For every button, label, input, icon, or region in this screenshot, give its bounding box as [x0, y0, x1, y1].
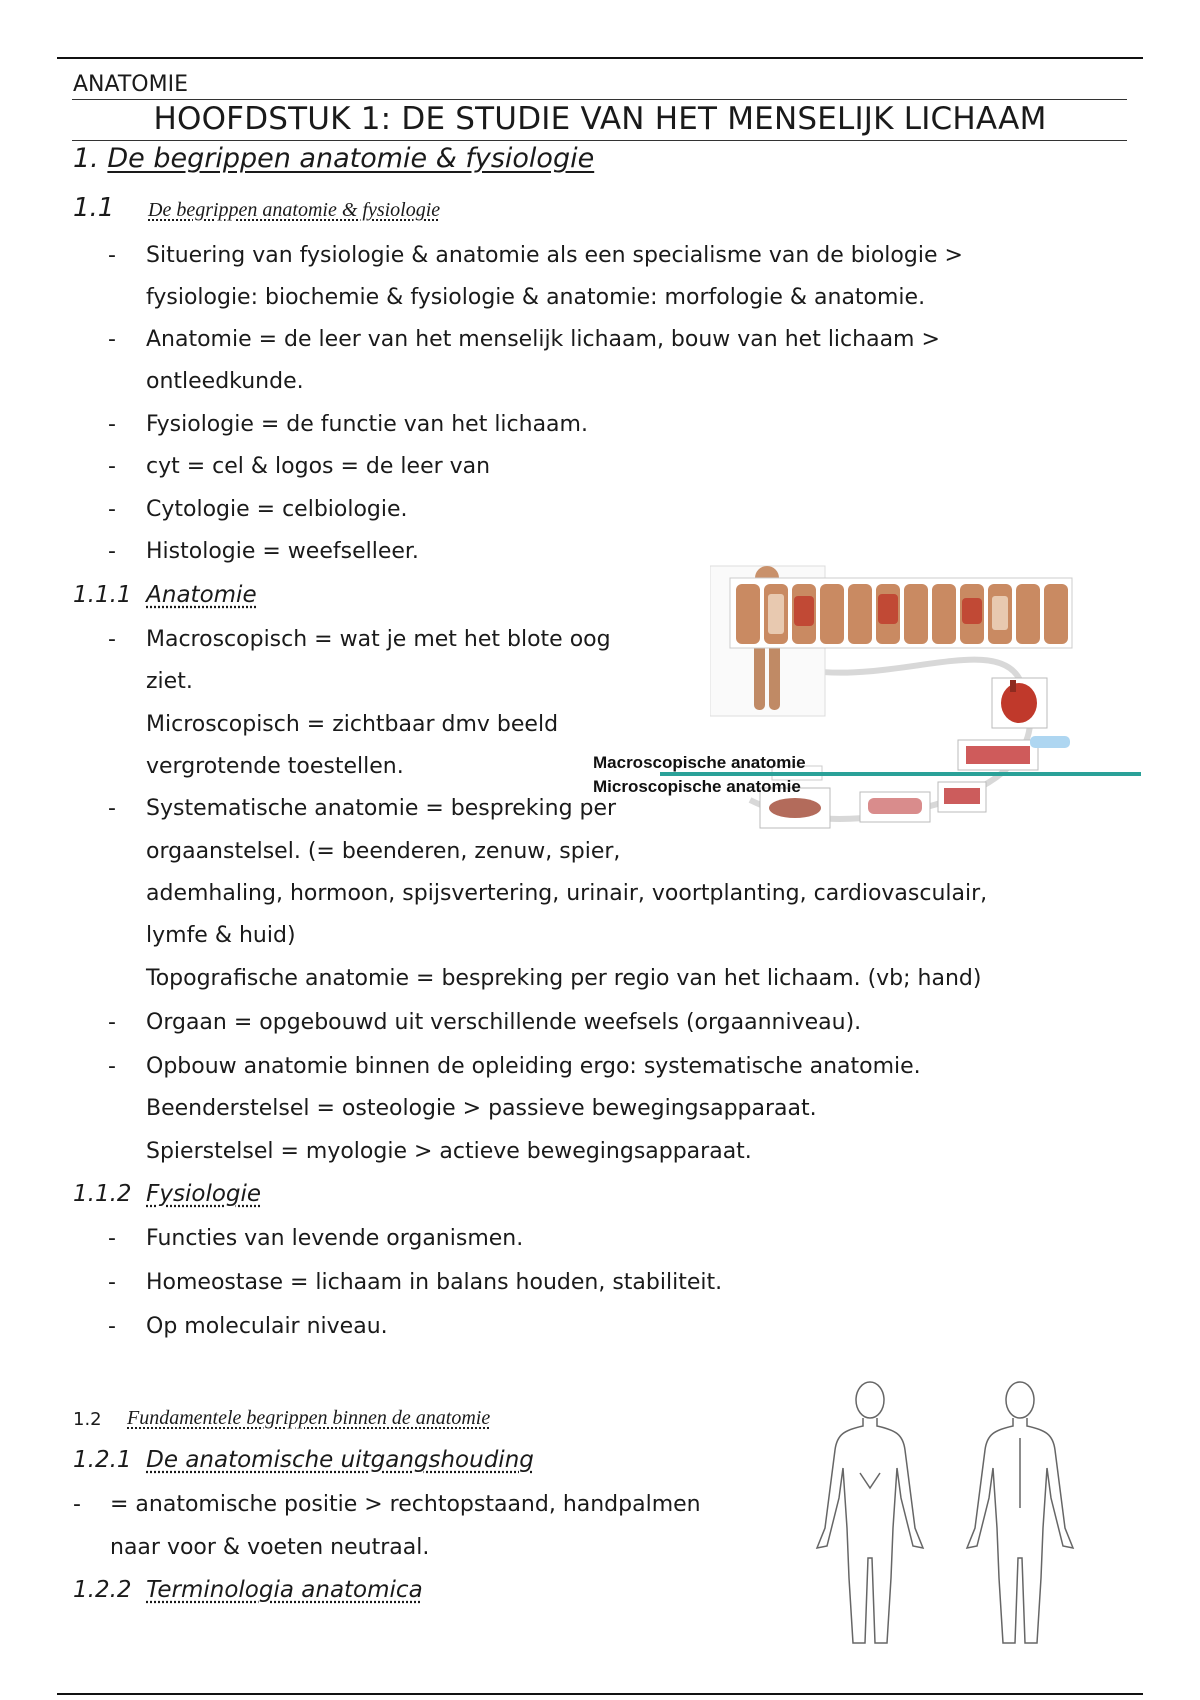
bullet-text: = anatomische positie > rechtopstaand, handpalmen	[110, 1492, 701, 1517]
bullet-dash: -	[108, 627, 116, 652]
section-title: De begrippen anatomie & fysiologie	[107, 143, 595, 174]
subsection-uitgangshouding-heading	[73, 1447, 534, 1473]
macroscopische-label: Macroscopische anatomie	[593, 753, 806, 772]
bullet-dash: -	[108, 327, 116, 352]
top-rule	[57, 57, 1143, 59]
bullet-text: Systematische anatomie = bespreking per	[146, 796, 617, 821]
bullet-text-cont: Topografische anatomie = bespreking per regio van het lichaam. (vb; hand)	[146, 966, 982, 991]
bullet-text: Anatomie = de leer van het menselijk lichaam, bouw van het lichaam >	[146, 327, 940, 352]
bullet-dash: -	[108, 243, 116, 268]
section-number: 1.	[73, 143, 99, 174]
bullet-dash: -	[108, 412, 116, 437]
bullet-text-cont: naar voor & voeten neutraal.	[110, 1535, 430, 1560]
section-1-heading	[73, 143, 594, 174]
bullet-text-cont: ziet.	[146, 669, 193, 694]
bullet-text: Macroscopisch = wat je met het blote oog	[146, 627, 611, 652]
bullet-text-cont: fysiologie: biochemie & fysiologie & anatomie: morfologie & anatomie.	[146, 285, 926, 310]
bullet-text-cont: ademhaling, hormoon, spijsvertering, urinair, voortplanting, cardiovasculair,	[146, 881, 988, 906]
topic-label: ANATOMIE	[73, 72, 188, 97]
bullet-dash: -	[73, 1492, 81, 1517]
bullet-dash: -	[108, 796, 116, 821]
bullet-text-cont: ontleedkunde.	[146, 369, 304, 394]
title-rule-top	[72, 99, 1127, 100]
cell-figure	[860, 782, 986, 822]
organisation-levels-figure	[710, 560, 1090, 860]
bottom-rule	[57, 1693, 1143, 1695]
bullet-text-cont: vergrotende toestellen.	[146, 754, 404, 779]
bullet-dash: -	[108, 454, 116, 479]
bullet-dash: -	[108, 497, 116, 522]
bullet-dash: -	[108, 1270, 116, 1295]
subsection-terminologia-heading	[73, 1577, 423, 1603]
bullet-dash: -	[108, 1054, 116, 1079]
subsection-title: Anatomie	[146, 582, 257, 608]
section-1-2-number: 1.2	[73, 1409, 102, 1430]
subsection-title: De anatomische uitgangshouding	[146, 1447, 534, 1473]
bullet-text: Situering van fysiologie & anatomie als een specialisme van de biologie >	[146, 243, 963, 268]
microscopische-label: Microscopische anatomie	[593, 777, 801, 796]
subsection-number: 1.1.2	[73, 1181, 132, 1207]
organ-heart-figure	[992, 678, 1047, 728]
bullet-text: Histologie = weefselleer.	[146, 539, 419, 564]
bullet-dash: -	[108, 1010, 116, 1035]
bullet-text: Functies van levende organismen.	[146, 1226, 524, 1251]
section-1-2-title: Fundamentele begrippen binnen de anatomie	[127, 1407, 491, 1429]
bullet-text-cont: Beenderstelsel = osteologie > passieve bewegingsapparaat.	[146, 1096, 817, 1121]
anatomical-position-figure	[805, 1378, 1105, 1653]
tissue-figure	[958, 736, 1070, 770]
bullet-text-cont: orgaanstelsel. (= beenderen, zenuw, spier,	[146, 839, 621, 864]
bullet-text-cont: Spierstelsel = myologie > actieve bewegingsapparaat.	[146, 1139, 752, 1164]
subsection-number: 1.1.1	[73, 582, 132, 608]
section-1-1-title: De begrippen anatomie & fysiologie	[148, 199, 441, 221]
subsection-title: Fysiologie	[146, 1181, 262, 1207]
bullet-dash: -	[108, 539, 116, 564]
section-1-1-number: 1.1	[73, 193, 115, 223]
back-body-outline	[967, 1382, 1073, 1643]
front-body-outline	[817, 1382, 923, 1643]
bullet-dash: -	[108, 1226, 116, 1251]
bullet-dash: -	[108, 1314, 116, 1339]
subsection-fysiologie-heading	[73, 1181, 261, 1207]
bullet-text-cont: Microscopisch = zichtbaar dmv beeld	[146, 712, 559, 737]
organ-systems-strip	[730, 578, 1072, 648]
bullet-text: Homeostase = lichaam in balans houden, stabiliteit.	[146, 1270, 723, 1295]
bullet-text: Op moleculair niveau.	[146, 1314, 388, 1339]
bullet-text: Cytologie = celbiologie.	[146, 497, 408, 522]
subsection-number: 1.2.1	[73, 1447, 132, 1473]
subsection-anatomie-heading	[73, 582, 257, 608]
subsection-number: 1.2.2	[73, 1577, 132, 1603]
bullet-text: cyt = cel & logos = de leer van	[146, 454, 491, 479]
title-rule-bottom	[72, 140, 1127, 141]
bullet-text: Fysiologie = de functie van het lichaam.	[146, 412, 588, 437]
chapter-title: HOOFDSTUK 1: DE STUDIE VAN HET MENSELIJK LICHAAM	[153, 101, 1047, 137]
subsection-title: Terminologia anatomica	[146, 1577, 423, 1603]
bullet-text: Opbouw anatomie binnen de opleiding ergo: systematische anatomie.	[146, 1054, 921, 1079]
bullet-text-cont: lymfe & huid)	[146, 923, 296, 948]
bullet-text: Orgaan = opgebouwd uit verschillende weefsels (orgaanniveau).	[146, 1010, 862, 1035]
